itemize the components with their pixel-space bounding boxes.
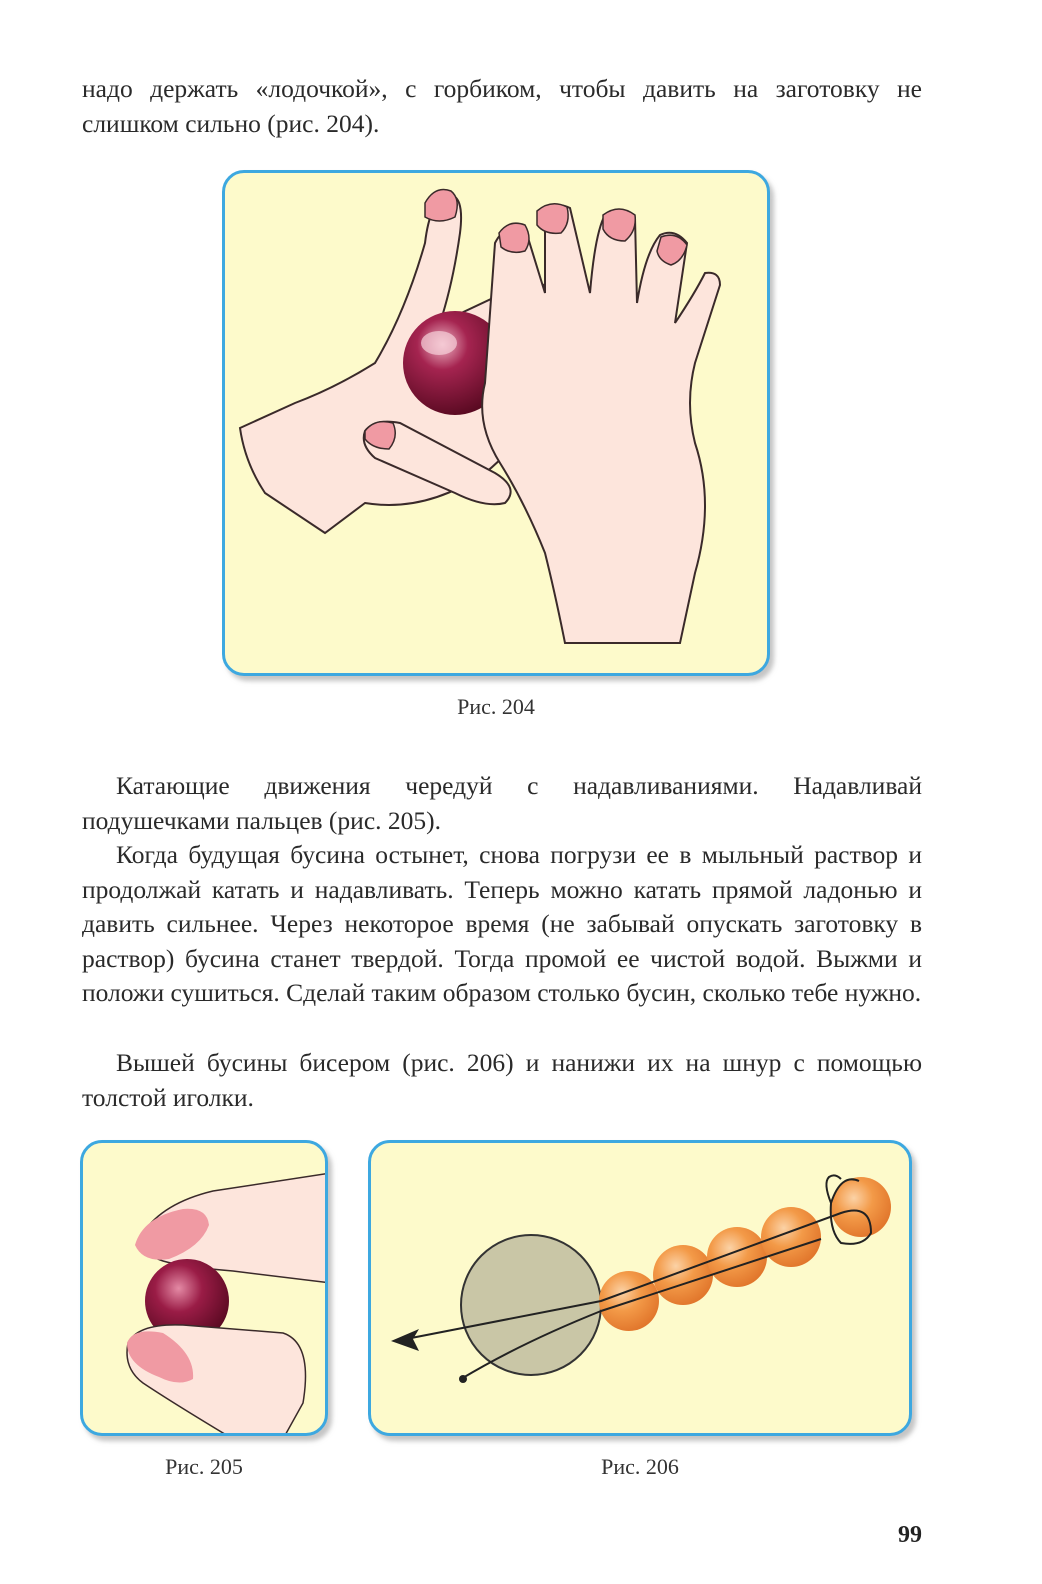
paragraph-embroider: Вышей бусины бисером (рис. 206) и нанижи их на шнур с помощью толстой иголки. — [82, 1048, 922, 1112]
figure-206 — [368, 1140, 912, 1436]
paragraph-rolling: Катающие движения чередуй с надавливаниями. Надавливай подушечками пальцев (рис. 205). — [82, 771, 922, 835]
figure-204-caption: Рис. 204 — [457, 694, 535, 719]
page-number: 99 — [898, 1522, 922, 1548]
figure-204 — [222, 170, 770, 676]
figure-206-caption: Рис. 206 — [601, 1454, 679, 1479]
beads-on-cord-icon — [371, 1143, 912, 1436]
figure-205 — [80, 1140, 328, 1436]
fingers-pressing-bead-icon — [83, 1143, 328, 1436]
figure-205-caption: Рис. 205 — [165, 1454, 243, 1479]
hands-rolling-bead-icon — [225, 173, 770, 676]
paragraph-intro: надо держать «лодочкой», с горбиком, чтобы давить на заготовку не слишком сильно (рис. 204). — [82, 74, 922, 138]
paragraph-drying: Когда будущая бусина остынет, снова погрузи ее в мыльный раствор и продолжай катать и надавливать. Теперь можно катать прямой ладонью и давить сильнее. Через некоторое время (не забывай опускать заготовку в раствор) бусина станет твердой. Тогда промой ее чистой водой. Выжми и положи сушиться. Сделай таким образом столько бусин, сколько тебе нужно. — [82, 840, 922, 1008]
